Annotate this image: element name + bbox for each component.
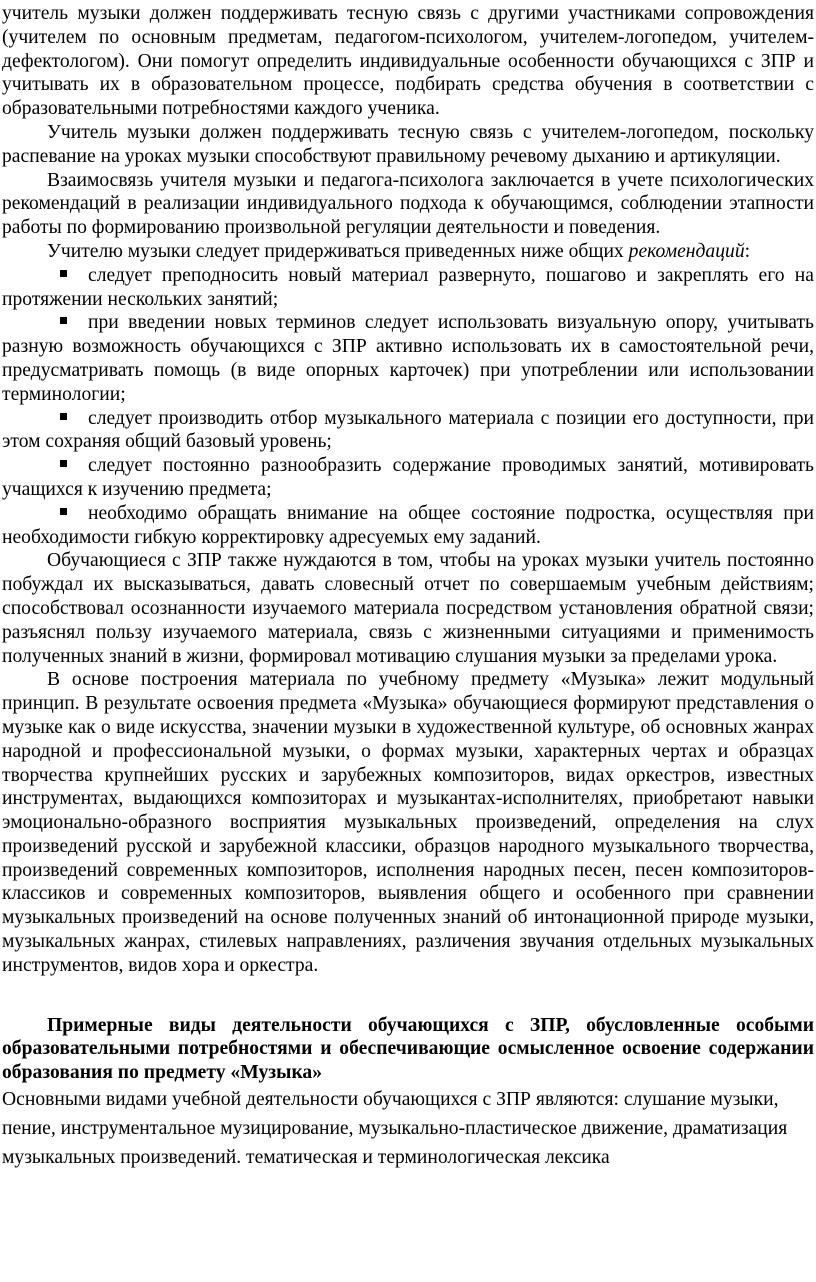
square-bullet-icon bbox=[2, 502, 88, 526]
paragraph-feedback: Обучающиеся с ЗПР также нуждаются в том, чтобы на уроках музыки учитель постоянно побуждал их высказываться, давать словесный отчет по совершаемым учебным действиям; способствовал осознанности изучаемого материала посредством установления обратной связи; разъяснял пользу изучаемого материала, связь с жизненными ситуациями и применимость полученных знаний в жизни, формировал мотивацию слушания музыки за пределами урока. bbox=[2, 550, 814, 667]
section-heading: Примерные виды деятельности обучающихся с ЗПР, обусловленные особыми образовательными потребностями и обеспечивающие осмысленное освоение содержании образования по предмету «Музыка» bbox=[2, 1014, 814, 1084]
paragraph-recommendations-intro bbox=[2, 240, 814, 264]
section-spacer bbox=[2, 978, 814, 1014]
recommendations-word: рекомендаций bbox=[628, 240, 745, 262]
paragraph-psychologist: Взаимосвязь учителя музыки и педагога-психолога заключается в учете психологических рекомендаций в реализации индивидуального подхода к обучающимся, соблюдении этапности работы по формированию произвольной регуляции деятельности и поведения. bbox=[2, 169, 814, 239]
paragraph-specialists: учитель музыки должен поддерживать тесную связь с другими участниками сопровождения (учителем по основным предметам, педагогом-психологом, учителем-логопедом, учителем-дефектологом). Они помогут определить индивидуальные особенности обучающихся с ЗПР и учитывать их в образовательном процессе, подбирать средства обучения в соответствии с образовательными потребностями каждого ученика. bbox=[2, 3, 814, 120]
square-bullet-icon bbox=[2, 454, 88, 478]
list-item bbox=[2, 407, 814, 455]
paragraph-speech-therapist: Учитель музыки должен поддерживать тесную связь с учителем-логопедом, поскольку распевание на уроках музыки способствуют правильному речевому дыханию и артикуляции. bbox=[2, 121, 814, 167]
recommendations-intro-text: Учителю музыки следует придерживаться приведенных ниже общих bbox=[47, 240, 629, 262]
recommendations-colon: : bbox=[744, 240, 751, 262]
list-item-text: следует производить отбор музыкального материала с позиции его доступности, при этом сохраняя общий базовый уровень; bbox=[2, 407, 814, 453]
list-item bbox=[2, 311, 814, 406]
square-bullet-icon bbox=[2, 311, 88, 335]
list-item-text: при введении новых терминов следует использовать визуальную опору, учитывать разную возможность обучающихся с ЗПР активно использовать их в самостоятельной речи, предусматривать помощь (в виде опорных карточек) при употреблении или использовании терминологии; bbox=[2, 312, 814, 405]
list-item-text: следует постоянно разнообразить содержание проводимых занятий, мотивировать учащихся к изучению предмета; bbox=[2, 455, 814, 500]
paragraph-activity-types: Основными видами учебной деятельности обучающихся с ЗПР являются: слушание музыки, пение, инструментальное музицирование, музыкально-пластическое движение, драматизация музыкальных произведений. тематическая и терминологическая лексика bbox=[2, 1089, 788, 1169]
list-item-text: следует преподносить новый материал развернуто, пошагово и закреплять его на протяжении нескольких занятий; bbox=[2, 264, 814, 310]
paragraph-modular-principle: В основе построения материала по учебному предмету «Музыка» лежит модульный принцип. В результате освоения предмета «Музыка» обучающиеся формируют представления о музыке как о виде искусства, значении музыки в художественной культуре, об основных жанрах народной и профессиональной музыки, о формах музыки, характерных чертах и образцах творчества крупнейших русских и зарубежных композиторов, видах оркестров, известных инструментах, выдающихся композиторах и музыкантах-исполнителях, приобретают навыки эмоционально-образного восприятия музыкальных произведений, определения на слух произведений русской и зарубежной классики, образцов народного музыкального творчества, произведений современных композиторов, исполнения народных песен, песен композиторов-классиков и современных композиторов, выявления общего и особенного при сравнении музыкальных произведений на основе полученных знаний об интонационной природе музыки, музыкальных жанрах, стилевых направлениях, различения звучания отдельных музыкальных инструментов, видов хора и оркестра. bbox=[2, 669, 814, 976]
list-item bbox=[2, 502, 814, 550]
list-item bbox=[2, 454, 814, 502]
document-body bbox=[2, 2, 814, 1172]
list-item-text: необходимо обращать внимание на общее состояние подростка, осуществляя при необходимости гибкую корректировку адресуемых ему заданий. bbox=[2, 502, 814, 548]
square-bullet-icon bbox=[2, 264, 88, 288]
square-bullet-icon bbox=[2, 407, 88, 431]
list-item bbox=[2, 264, 814, 312]
